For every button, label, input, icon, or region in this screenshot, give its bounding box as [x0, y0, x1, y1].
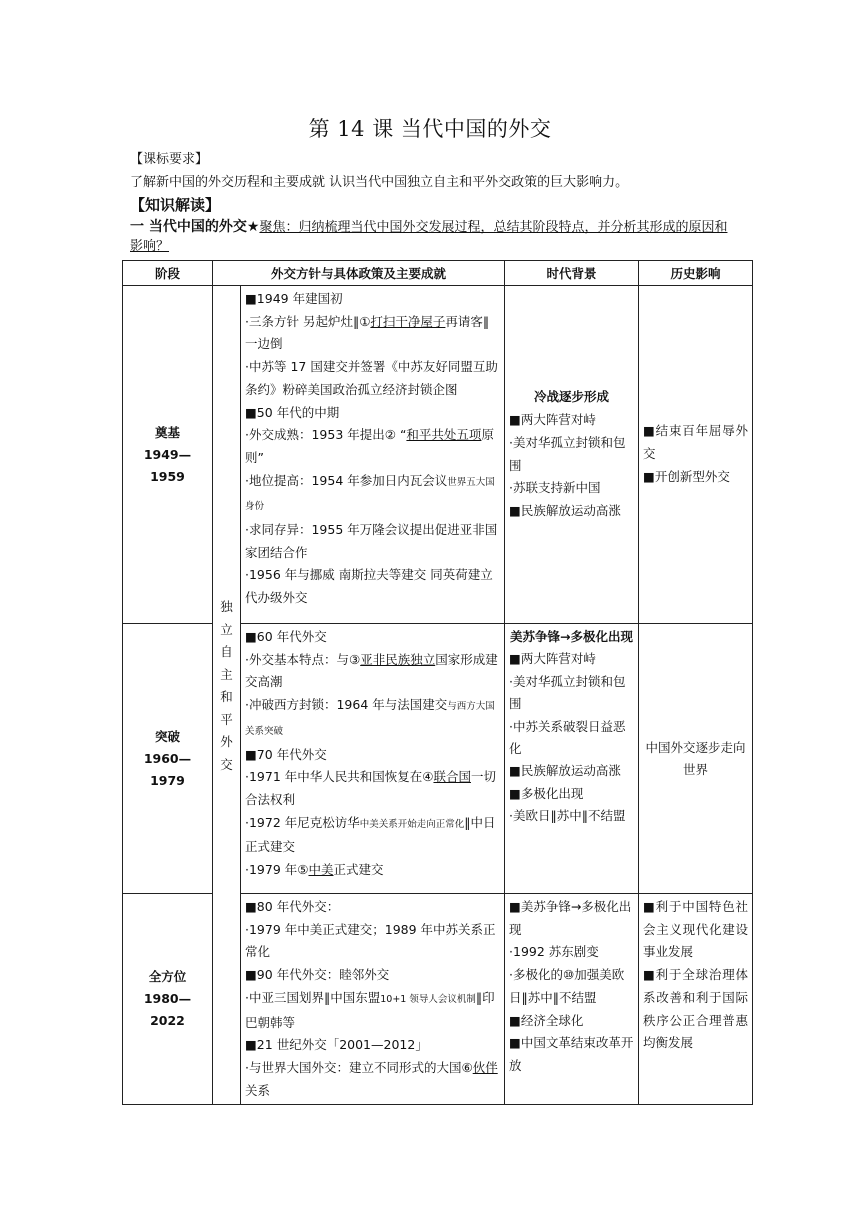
header-impact: 历史影响: [639, 261, 753, 286]
impact-item: ■利于中国特色社会主义现代化建设事业发展: [643, 899, 749, 960]
header-stage: 阶段: [123, 261, 213, 286]
impact-cell: [639, 286, 753, 624]
stage-cell: [123, 624, 213, 894]
policy-line: ·外交成熟：1953 年提出② “和平共处五项原则”: [245, 427, 494, 465]
stage-years-end: 1979: [150, 772, 185, 788]
background-item: ·1992 苏东剧变: [509, 944, 599, 960]
background-item: ■经济全球化: [509, 1012, 584, 1028]
stage-years-start: 1980—: [143, 991, 192, 1007]
impact-item: ■开创新型外交: [643, 468, 730, 484]
policy-line: ·外交基本特点：与③亚非民族独立国家形成建交高潮: [245, 651, 498, 690]
policy-line: ·与世界大国外交：建立不同形式的大国⑥伙伴关系: [245, 1059, 498, 1098]
background-item: ■民族解放运动高涨: [509, 763, 621, 779]
background-cell: [505, 286, 639, 624]
policy-line: ·中苏等 17 国建交并签署《中苏友好同盟互助条约》粉碎美国政治孤立经济封锁企图: [245, 359, 498, 397]
focus-text: 聚焦：归纳梳理当代中国外交发展过程，总结其阶段特点，并分析其形成的原因和影响？: [130, 220, 728, 254]
table-row: [123, 286, 753, 624]
background-cell: [505, 894, 639, 1105]
header-policy: 外交方针与具体政策及主要成就: [213, 261, 505, 286]
policy-vertical-cell: [213, 286, 241, 1105]
background-item: ·美对华孤立封锁和包围: [509, 673, 626, 712]
policy-line: ■80 年代外交：: [245, 899, 340, 914]
policy-line: ·地位提高：1954 年参加日内瓦会议世界五大国身份: [245, 472, 495, 513]
background-item: ·美欧日‖苏中‖不结盟: [509, 808, 626, 824]
header-background: 时代背景: [505, 261, 639, 286]
impact-item: ■结束百年屈辱外交: [643, 423, 749, 462]
stage-cell: [123, 894, 213, 1105]
background-item: ■民族解放运动高涨: [509, 502, 621, 518]
policy-line: ·1979 年中美正式建交；1989 年中苏关系正常化: [245, 921, 496, 960]
impact-item: ■利于全球治理体系改善和利于国际秩序公正合理普惠均衡发展: [643, 967, 749, 1051]
policy-cell: [241, 286, 505, 624]
stage-years-end: 1959: [150, 468, 185, 484]
table-header-row: [123, 261, 753, 286]
policy-line: ■1949 年建国初: [245, 291, 343, 306]
section-heading: 一 当代中国的外交★: [130, 219, 260, 235]
policy-cell: [241, 624, 505, 894]
stage-cell: [123, 286, 213, 624]
stage-name: 突破: [154, 728, 180, 744]
policy-line: ·1972 年尼克松访华中美关系开始走向正常化‖中日正式建交: [245, 814, 496, 855]
policy-vertical-text: 独立自主和平外交: [220, 599, 233, 772]
diplomacy-table: [122, 260, 753, 1105]
background-item: ·中苏关系破裂日益恶化: [509, 718, 626, 757]
stage-years-start: 1949—: [143, 446, 192, 462]
stage-years-start: 1960—: [143, 750, 192, 766]
background-item: ·美对华孤立封锁和包围: [509, 434, 626, 473]
policy-line: ■90 年代外交：睦邻外交: [245, 967, 390, 983]
section-focus: [130, 218, 730, 256]
background-item: ■美苏争锋→多极化出现: [509, 899, 632, 937]
background-item: ■两大阵营对峙: [509, 412, 596, 428]
background-title: 美苏争锋→多极化出现: [510, 629, 633, 644]
page-title: 第 14 课 当代中国的外交: [308, 117, 552, 141]
stage-name: 奠基: [154, 424, 180, 440]
impact-cell: [639, 624, 753, 894]
policy-line: ·1979 年⑤中美正式建交: [245, 862, 384, 878]
background-title: 冷战逐步形成: [534, 389, 610, 405]
policy-line: ■70 年代外交: [245, 746, 327, 762]
policy-line: ■21 世纪外交「2001—2012」: [245, 1037, 428, 1053]
stage-name: 全方位: [148, 969, 187, 985]
impact-cell: [639, 894, 753, 1105]
policy-line: ■50 年代的中期: [245, 404, 340, 420]
policy-line: ■60 年代外交: [245, 629, 327, 644]
policy-line: ·求同存异：1955 年万隆会议提出促进亚非国家团结合作: [245, 522, 498, 560]
impact-item: 中国外交逐步走向世界: [645, 739, 746, 777]
background-cell: [505, 624, 639, 894]
stage-years-end: 2022: [150, 1013, 185, 1029]
knowledge-heading: 【知识解读】: [130, 196, 221, 214]
background-item: ·多极化的⑩加强美欧日‖苏中‖不结盟: [509, 967, 625, 1005]
policy-cell: [241, 894, 505, 1105]
curriculum-heading: 【课标要求】: [130, 152, 209, 167]
policy-line: ·三条方针 另起炉灶‖①打扫干净屋子再请客‖一边倒: [245, 313, 490, 352]
background-item: ·苏联支持新中国: [509, 480, 601, 496]
curriculum-text: 了解新中国的外交历程和主要成就 认识当代中国独立自主和平外交政策的巨大影响力。: [130, 175, 629, 190]
background-item: ■两大阵营对峙: [509, 651, 596, 667]
background-item: ■中国文革结束改革开放: [509, 1035, 634, 1073]
policy-line: ·中亚三国划界‖中国东盟10+1 领导人会议机制‖印巴朝韩等: [245, 989, 495, 1030]
policy-line: ·冲破西方封锁：1964 年与法国建交与西方大国关系突破: [245, 697, 495, 737]
policy-line: ·1956 年与挪威 南斯拉夫等建交 同英荷建立代办级外交: [245, 567, 493, 606]
policy-line: ·1971 年中华人民共和国恢复在④联合国一切合法权利: [245, 769, 496, 807]
background-item: ■多极化出现: [509, 785, 584, 801]
